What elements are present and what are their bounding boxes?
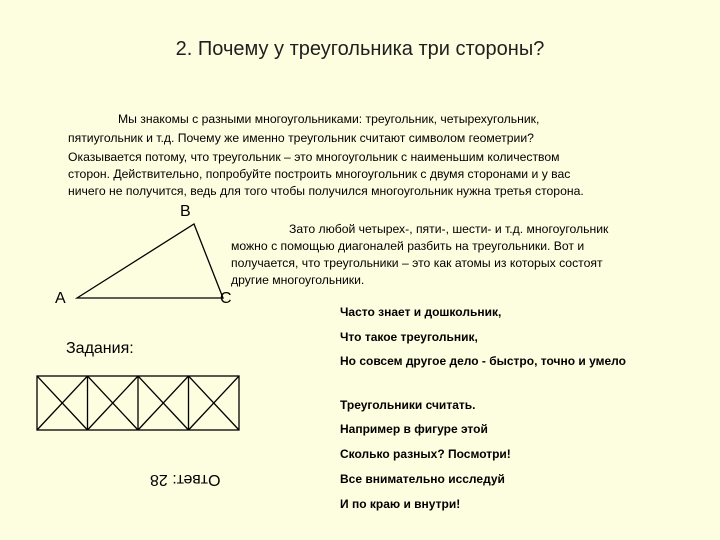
vertex-b-label: В — [180, 203, 191, 220]
diagonals-line-4: другие многоугольники. — [231, 273, 365, 287]
intro-line-4: сторон. Действительно, попробуйте построить многоугольник с двумя сторонами и у вас — [68, 167, 571, 181]
task-figure — [37, 376, 239, 430]
answer-upside-down: Ответ: 28 — [150, 471, 221, 488]
diagonals-line-1: Зато любой четырех-, пяти-, шести- и т.д. многоугольник — [289, 222, 609, 236]
vertex-c-label: С — [220, 290, 232, 307]
poem-line-8: И по краю и внутри! — [340, 497, 461, 511]
poem-line-3: Но совсем другое дело - быстро, точно и умело — [340, 354, 626, 368]
tasks-label: Задания: — [66, 340, 134, 357]
poem-line-6: Сколько разных? Посмотри! — [340, 447, 511, 461]
intro-line-1: Мы знакомы с разными многоугольниками: треугольник, четырехугольник, — [118, 112, 540, 126]
poem-line-1: Часто знает и дошкольник, — [340, 305, 502, 319]
poem-line-7: Все внимательно исследуй — [340, 472, 505, 486]
vertex-a-label: А — [55, 290, 66, 307]
triangle-abc — [77, 224, 223, 298]
intro-line-2: пятиугольник и т.д. Почему же именно треугольник считают символом геометрии? — [68, 131, 534, 145]
slide-title: 2. Почему у треугольника три стороны? — [175, 38, 545, 60]
poem-line-5: Например в фигуре этой — [340, 422, 488, 436]
diagonals-line-2: можно с помощью диагоналей разбить на треугольники. Вот и — [231, 239, 585, 253]
diagonals-line-3: получается, что треугольники – это как атомы из которых состоят — [231, 256, 603, 270]
intro-line-5: ничего не получится, ведь для того чтобы получился многоугольник нужна третья сторона. — [68, 184, 584, 198]
poem-line-2: Что такое треугольник, — [340, 330, 478, 344]
poem-line-4: Треугольники считать. — [340, 398, 476, 412]
intro-line-3: Оказывается потому, что треугольник – это многоугольник с наименьшим количеством — [68, 150, 560, 164]
